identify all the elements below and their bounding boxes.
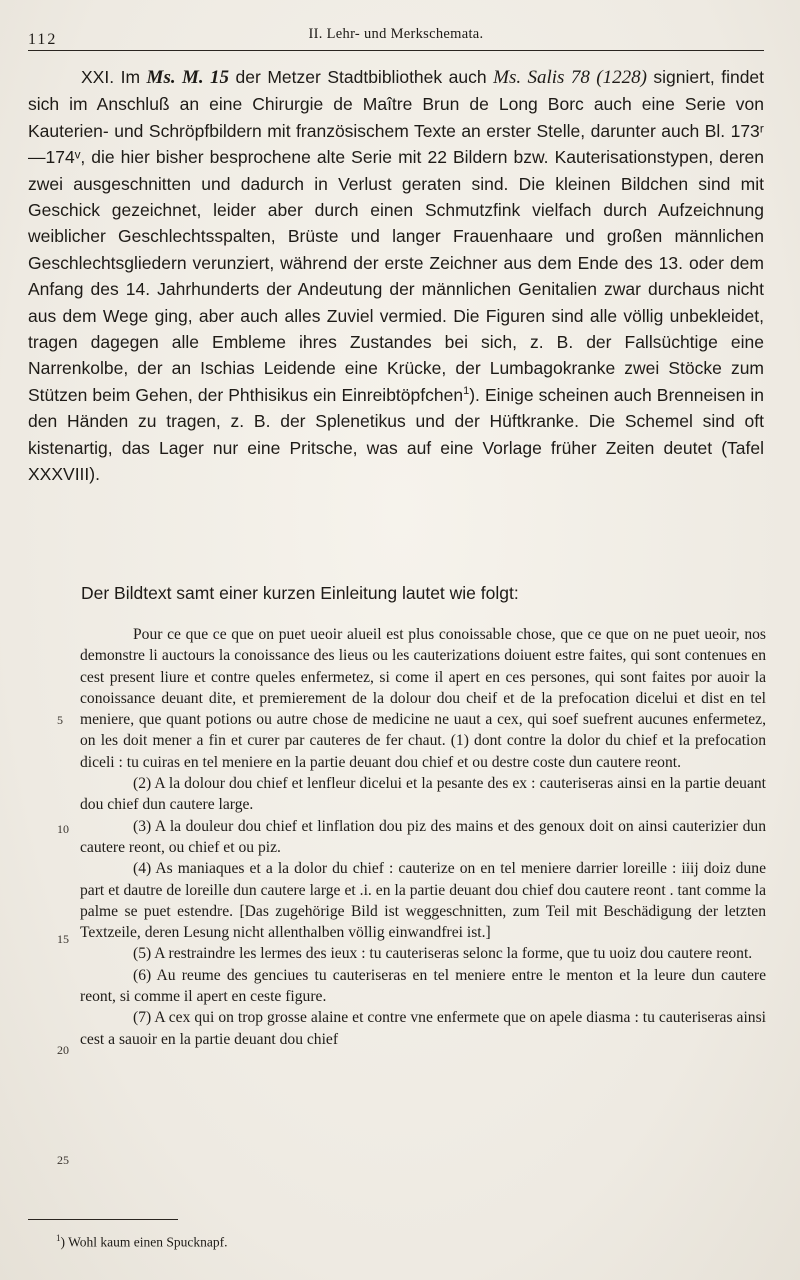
footnote [56,1233,228,1251]
paragraph-text: XXI. Im [81,67,147,87]
main-paragraph [28,64,764,488]
quote-paragraph: (2) A la dolour dou chief et lenfleur dicelui et la pesante des ex : cauteriseras ainsi en la partie deuant dou chief dun cautere large. [80,775,766,814]
paragraph-text: signiert, findet sich im Anschluß an eine Chirurgie de Maître Brun de Long Borc auch eine Serie von Kauterien- und Schröpfbildern mit französischem Texte an erster Stelle, darunter auch Bl. 173ʳ—174ᵛ, die hier bisher besprochene alte Serie mit 22 Bildern bzw. Kauterisationstypen, deren zwei ausgeschnitten und dadurch in Verlust geraten sind. Die kleinen Bildchen sind mit Geschick gezeichnet, leider aber durch einen Schmutzfink vielfach durch Aufzeichnung weiblicher Geschlechtsspalten, Brüste und langer Frauenhaare und großen männlichen Geschlechtsgliedern verunziert, während der erste Zeichner aus dem Ende des 13. oder dem Anfang des 14. Jahrhunderts der Andeutung der männlichen Genitalien zwar durchaus nicht aus dem Wege ging, aber auch alles Zuviel vermied. Die Figuren sind alle völlig unbekleidet, tragen dagegen alle Embleme ihres Zustandes bei sich, z. B. der Fallsüchtige eine Narrenkolbe, der an Ischias Leidende eine Krücke, der Lumbagokranke zwei Stöcke zum Stützen beim Gehen, der Phthisikus ein Einreibtöpfchen [28,67,765,405]
manuscript-signature: Ms. M. 15 [146,67,230,88]
quote-paragraph: (7) A cex qui on trop grosse alaine et contre vne enfermete que on apele diasma : tu cauteriseras ainsi cest a sauoir en la partie deuant dou chief [80,1009,766,1048]
line-number: 25 [57,1153,69,1167]
intro-line [28,580,764,606]
running-head: II. Lehr- und Merkschemata. [308,26,484,42]
footnote-rule [28,1219,178,1220]
page-header [28,26,764,48]
footnote-reference: 1 [463,385,470,398]
page-number: 112 [28,31,58,48]
line-number: 10 [57,822,69,836]
intro-text: Der Bildtext samt einer kurzen Einleitung lautet wie folgt: [81,583,519,603]
paragraph-text: ). Einige scheinen auch Brenneisen in den Händen zu tragen, z. B. der Splenetikus und der Hüftkranke. Die Schemel sind oft kistenartig, das Lager nur eine Pritsche, was auf eine Vorlage früher Zeiten deutet (Tafel XXXVIII). [28,384,764,485]
quote-paragraph: Pour ce que ce que on puet ueoir alueil est plus conoissable chose, que ce que on ne puet ueoir, nos demonstre li auctours la conoissance des lieus ou les cauterizations doiuent estre faites, qui sont contenues en cest present liure et contre queles enfermetez, si come il apert en ces persones, qui sont faites por auoir la conoissance deuant dite, et premierement de la dolour dou cheif et de la prefocation dicelui et dist en tel meniere, que quant potions ou autre chose de medicine ne uaut a cex, qui soef suefrent aucunes enfermetez, on les doit mener a fin et curer par cauteres de fer chaut. (1) dont contre la dolor du chief et la prefocation diceli : tu cuiras en tel meniere en la partie deuant dou chief et ou destre coste dun cautere reont. [80,626,766,771]
line-number: 20 [57,1043,69,1057]
manuscript-signature-alt: Ms. Salis 78 (1228) [493,67,647,88]
footnote-text: ) Wohl kaum einen Spucknapf. [60,1234,228,1250]
quote-paragraph: (5) A restraindre les lermes des ieux : tu cauteriseras selonc la forme, que tu uoiz dou cautere reont. [133,945,753,963]
paragraph-text: der Metzer Stadtbibliothek auch [229,67,494,87]
line-number: 5 [57,713,63,727]
line-number: 15 [57,932,69,946]
quote-paragraph: (4) As maniaques et a la dolor du chief : cauterize on en tel meniere darrier loreille : iiij doiz dune part et dautre de loreille dun cautere large et .i. en la partie deuant dou chief dou cautere reont . tant comme la palme se puet estendre. [Das zugehörige Bild ist weggeschnitten, zum Teil mit Beschädigung der letzten Textzeile, deren Lesung nicht allenthalben völlig einwandfrei ist.] [80,860,766,942]
paragraph-xxi [28,64,764,488]
quote-paragraph: (6) Au reume des genciues tu cauteriseras en tel meniere entre le menton et la leure dun cautere reont, si comme il apert en ceste figure. [80,966,766,1006]
old-french-quotation [80,624,766,1050]
footnote-mark: 1 [56,1233,61,1243]
quote-paragraph: (3) A la douleur dou chief et linflation dou piz des mains et des genoux doit on ainsi cauterizier dun cautere reont, ou chief et ou piz. [80,817,766,856]
header-rule [28,50,764,51]
